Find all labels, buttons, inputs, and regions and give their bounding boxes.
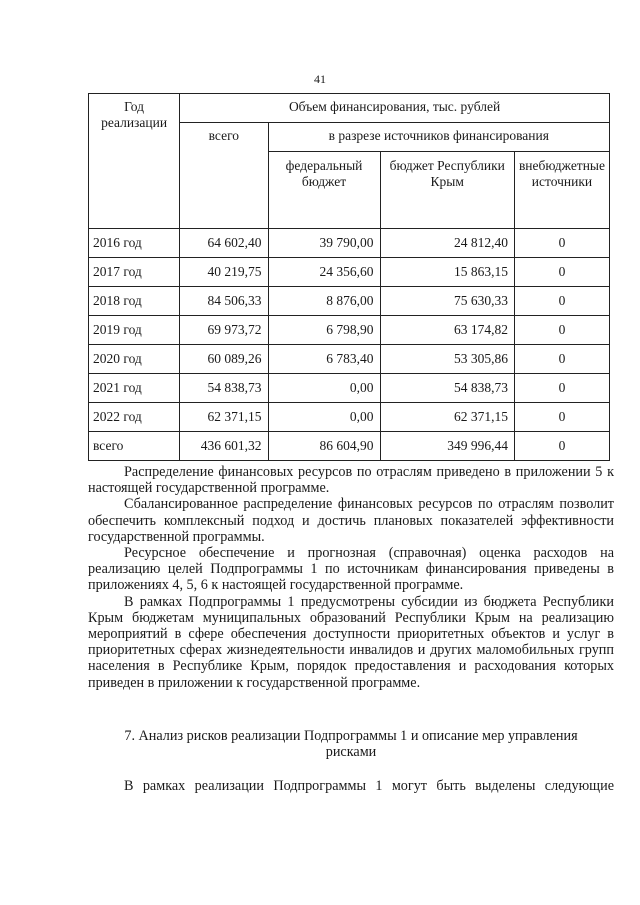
header-total: всего <box>180 123 268 229</box>
cell-republic: 349 996,44 <box>380 432 514 461</box>
cell-total: 64 602,40 <box>180 229 268 258</box>
section-heading: 7. Анализ рисков реализации Подпрограммы 1 и описание мер управления рисками <box>124 728 578 761</box>
header-republic: бюджет Республики Крым <box>380 152 514 229</box>
cell-extra: 0 <box>514 258 609 287</box>
cell-federal: 8 876,00 <box>268 287 380 316</box>
table-row <box>89 287 610 316</box>
table-row <box>89 345 610 374</box>
header-by-sources: в разрезе источников финансирования <box>268 123 609 152</box>
table-row <box>89 229 610 258</box>
cell-total: 54 838,73 <box>180 374 268 403</box>
cell-year: 2021 год <box>89 374 180 403</box>
cell-total: 84 506,33 <box>180 287 268 316</box>
cell-year: 2017 год <box>89 258 180 287</box>
paragraph: Распределение финансовых ресурсов по отраслям приведено в приложении 5 к настоящей государственной программе. <box>88 464 614 497</box>
cell-extra: 0 <box>514 432 609 461</box>
header-volume: Объем финансирования, тыс. рублей <box>180 94 610 123</box>
paragraph: Ресурсное обеспечение и прогнозная (справочная) оценка расходов на реализацию целей Подпрограммы 1 по источникам финансирования приведены в приложениях 4, 5, 6 к настоящей государственной программе. <box>88 545 614 594</box>
paragraph: В рамках Подпрограммы 1 предусмотрены субсидии из бюджета Республики Крым бюджетам муниципальных образований Республики Крым на реализацию мероприятий в сфере обеспечения доступности приоритетных объектов и услуг в приоритетных сферах жизнедеятельности инвалидов и других маломобильных групп населения в Республике Крым, порядок предоставления и расходования которых приведен в приложении к государственной программе. <box>88 593 614 691</box>
cell-year: 2020 год <box>89 345 180 374</box>
page-number: 41 <box>314 72 326 86</box>
cell-total: 436 601,32 <box>180 432 268 461</box>
cell-total: 69 973,72 <box>180 316 268 345</box>
cell-year: всего <box>89 432 180 461</box>
table-row <box>89 374 610 403</box>
cell-federal: 24 356,60 <box>268 258 380 287</box>
cell-extra: 0 <box>514 403 609 432</box>
paragraph-continued: В рамках реализации Подпрограммы 1 могут быть выделены следующие <box>124 778 614 794</box>
cell-extra: 0 <box>514 287 609 316</box>
cell-federal: 6 798,90 <box>268 316 380 345</box>
header-year: Год реализации <box>89 94 180 229</box>
cell-republic: 54 838,73 <box>380 374 514 403</box>
cell-federal: 86 604,90 <box>268 432 380 461</box>
table-row <box>89 258 610 287</box>
paragraph: Сбалансированное распределение финансовых ресурсов по отраслям позволит обеспечить комплексный подход и достичь плановых показателей эффективности государственной программы. <box>88 496 614 545</box>
cell-year: 2016 год <box>89 229 180 258</box>
cell-republic: 75 630,33 <box>380 287 514 316</box>
header-extrabudget: внебюджетные источники <box>514 152 609 229</box>
cell-year: 2018 год <box>89 287 180 316</box>
cell-year: 2022 год <box>89 403 180 432</box>
header-federal: федеральный бюджет <box>268 152 380 229</box>
table-row-total <box>89 432 610 461</box>
cell-federal: 39 790,00 <box>268 229 380 258</box>
cell-year: 2019 год <box>89 316 180 345</box>
cell-extra: 0 <box>514 229 609 258</box>
cell-total: 40 219,75 <box>180 258 268 287</box>
cell-extra: 0 <box>514 345 609 374</box>
table-row <box>89 403 610 432</box>
cell-federal: 6 783,40 <box>268 345 380 374</box>
body-text <box>88 464 614 691</box>
cell-extra: 0 <box>514 316 609 345</box>
cell-federal: 0,00 <box>268 374 380 403</box>
cell-republic: 24 812,40 <box>380 229 514 258</box>
cell-republic: 62 371,15 <box>380 403 514 432</box>
cell-extra: 0 <box>514 374 609 403</box>
cell-republic: 63 174,82 <box>380 316 514 345</box>
cell-republic: 15 863,15 <box>380 258 514 287</box>
cell-republic: 53 305,86 <box>380 345 514 374</box>
financing-table <box>88 93 610 461</box>
cell-federal: 0,00 <box>268 403 380 432</box>
cell-total: 62 371,15 <box>180 403 268 432</box>
cell-total: 60 089,26 <box>180 345 268 374</box>
table-row <box>89 316 610 345</box>
